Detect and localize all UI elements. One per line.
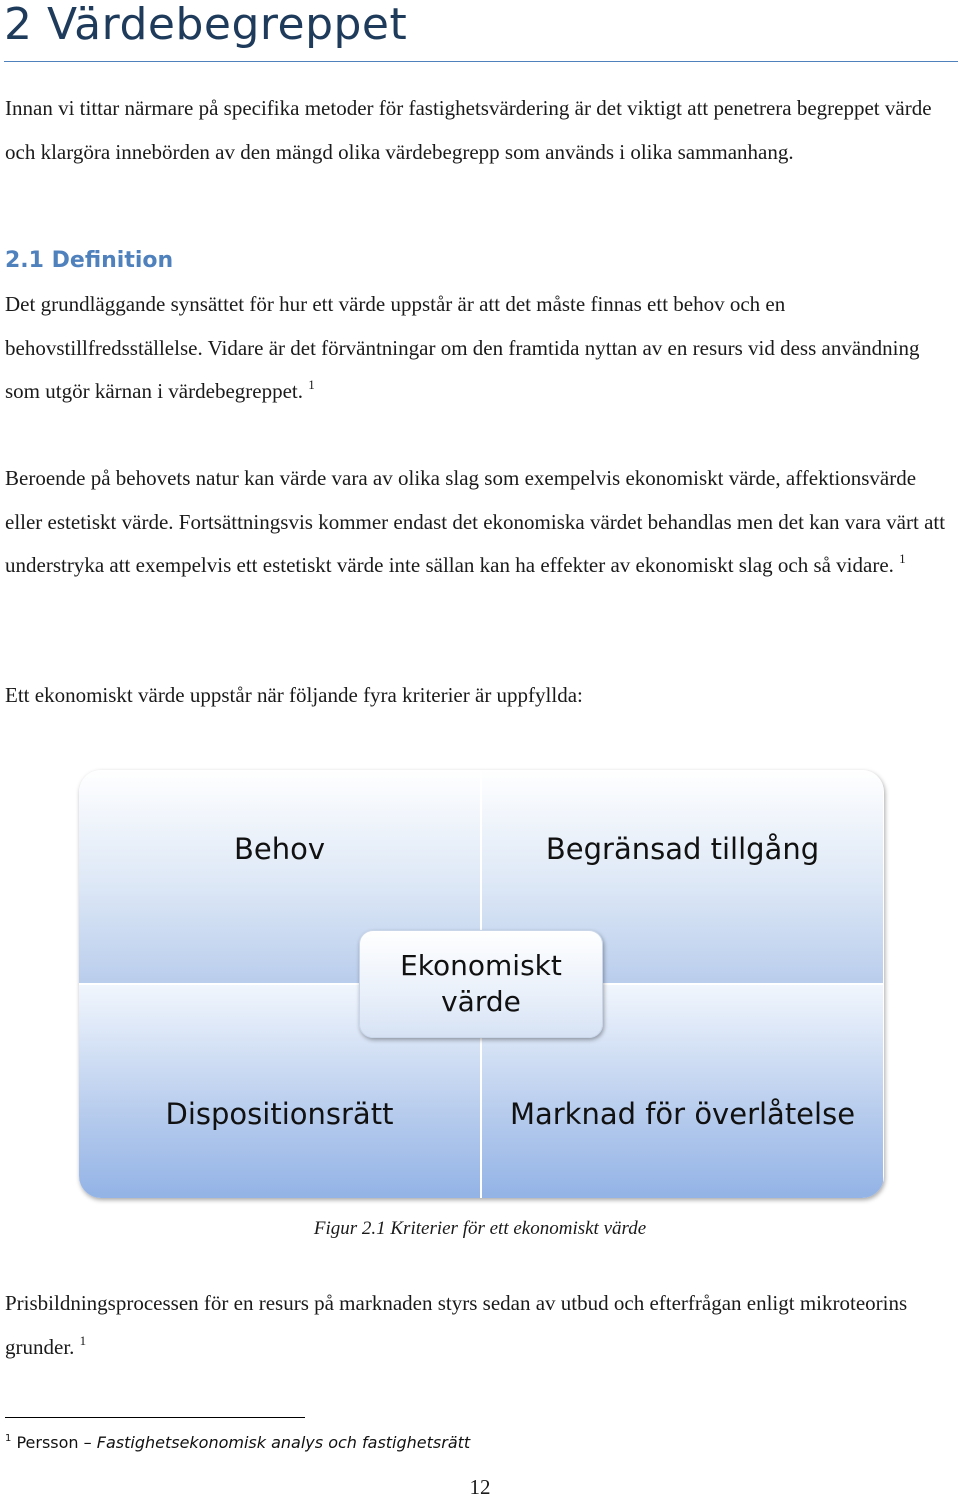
footnote-author: Persson – — [16, 1433, 97, 1452]
closing-text: Prisbildningsprocessen för en resurs på marknaden styrs sedan av utbud och efterfrågan enligt mikroteorins grunder. — [5, 1291, 908, 1359]
definition-paragraph — [5, 283, 957, 414]
footnote — [5, 1431, 470, 1455]
footnote-ref[interactable]: 1 — [308, 377, 315, 392]
criterion-label: Dispositionsrätt — [165, 1097, 394, 1131]
criteria-intro — [5, 674, 957, 718]
intro-paragraph — [5, 87, 957, 174]
intro-text: Innan vi tittar närmare på specifika metoder för fastighetsvärdering är det viktigt att penetrera begreppet värde och klargöra innebörden av den mängd olika värdebegrepp som används i olika sammanhang. — [5, 96, 932, 164]
criterion-label: Behov — [233, 832, 326, 866]
criteria-intro-text: Ett ekonomiskt värde uppstår när följande fyra kriterier är uppfyllda: — [5, 683, 583, 707]
closing-paragraph — [5, 1282, 957, 1369]
footnote-ref[interactable]: 1 — [899, 551, 906, 566]
title-rule — [4, 61, 958, 62]
chapter-title: 2 Värdebegreppet — [4, 0, 408, 50]
footnote-number: 1 — [5, 1433, 12, 1444]
figure-caption: Figur 2.1 Kriterier för ett ekonomiskt värde — [313, 1218, 647, 1239]
criterion-label: Begränsad tillgång — [545, 832, 820, 866]
center-economic-value — [359, 930, 603, 1038]
footnote-ref[interactable]: 1 — [79, 1332, 87, 1348]
criterion-label: Marknad för överlåtelse — [509, 1097, 856, 1131]
page-number: 12 — [469, 1475, 491, 1499]
value-types-text: Beroende på behovets natur kan värde vara av olika slag som exempelvis ekonomiskt värde, affektionsvärde eller estetiskt värde. Fortsättningsvis kommer endast det ekonomiska värdet behandlas men det kan vara värt att understryka att exempelvis ett estetiskt värde inte sällan kan ha effekter av ekonomiskt slag och så vidare. — [5, 466, 946, 577]
section-heading: 2.1 Definition — [5, 248, 174, 273]
center-label: Ekonomiskt värde — [400, 949, 562, 1018]
footnote-rule — [5, 1417, 305, 1418]
value-types-paragraph — [5, 457, 957, 588]
definition-text: Det grundläggande synsättet för hur ett värde uppstår är att det måste finnas ett behov och en behovstillfredsställelse. Vidare är det förväntningar om den framtida nyttan av en resurs vid dess användning som utgör kärnan i värdebegreppet. — [5, 292, 920, 403]
footnote-title: Fastighetsekonomisk analys och fastighetsrätt — [96, 1433, 471, 1452]
